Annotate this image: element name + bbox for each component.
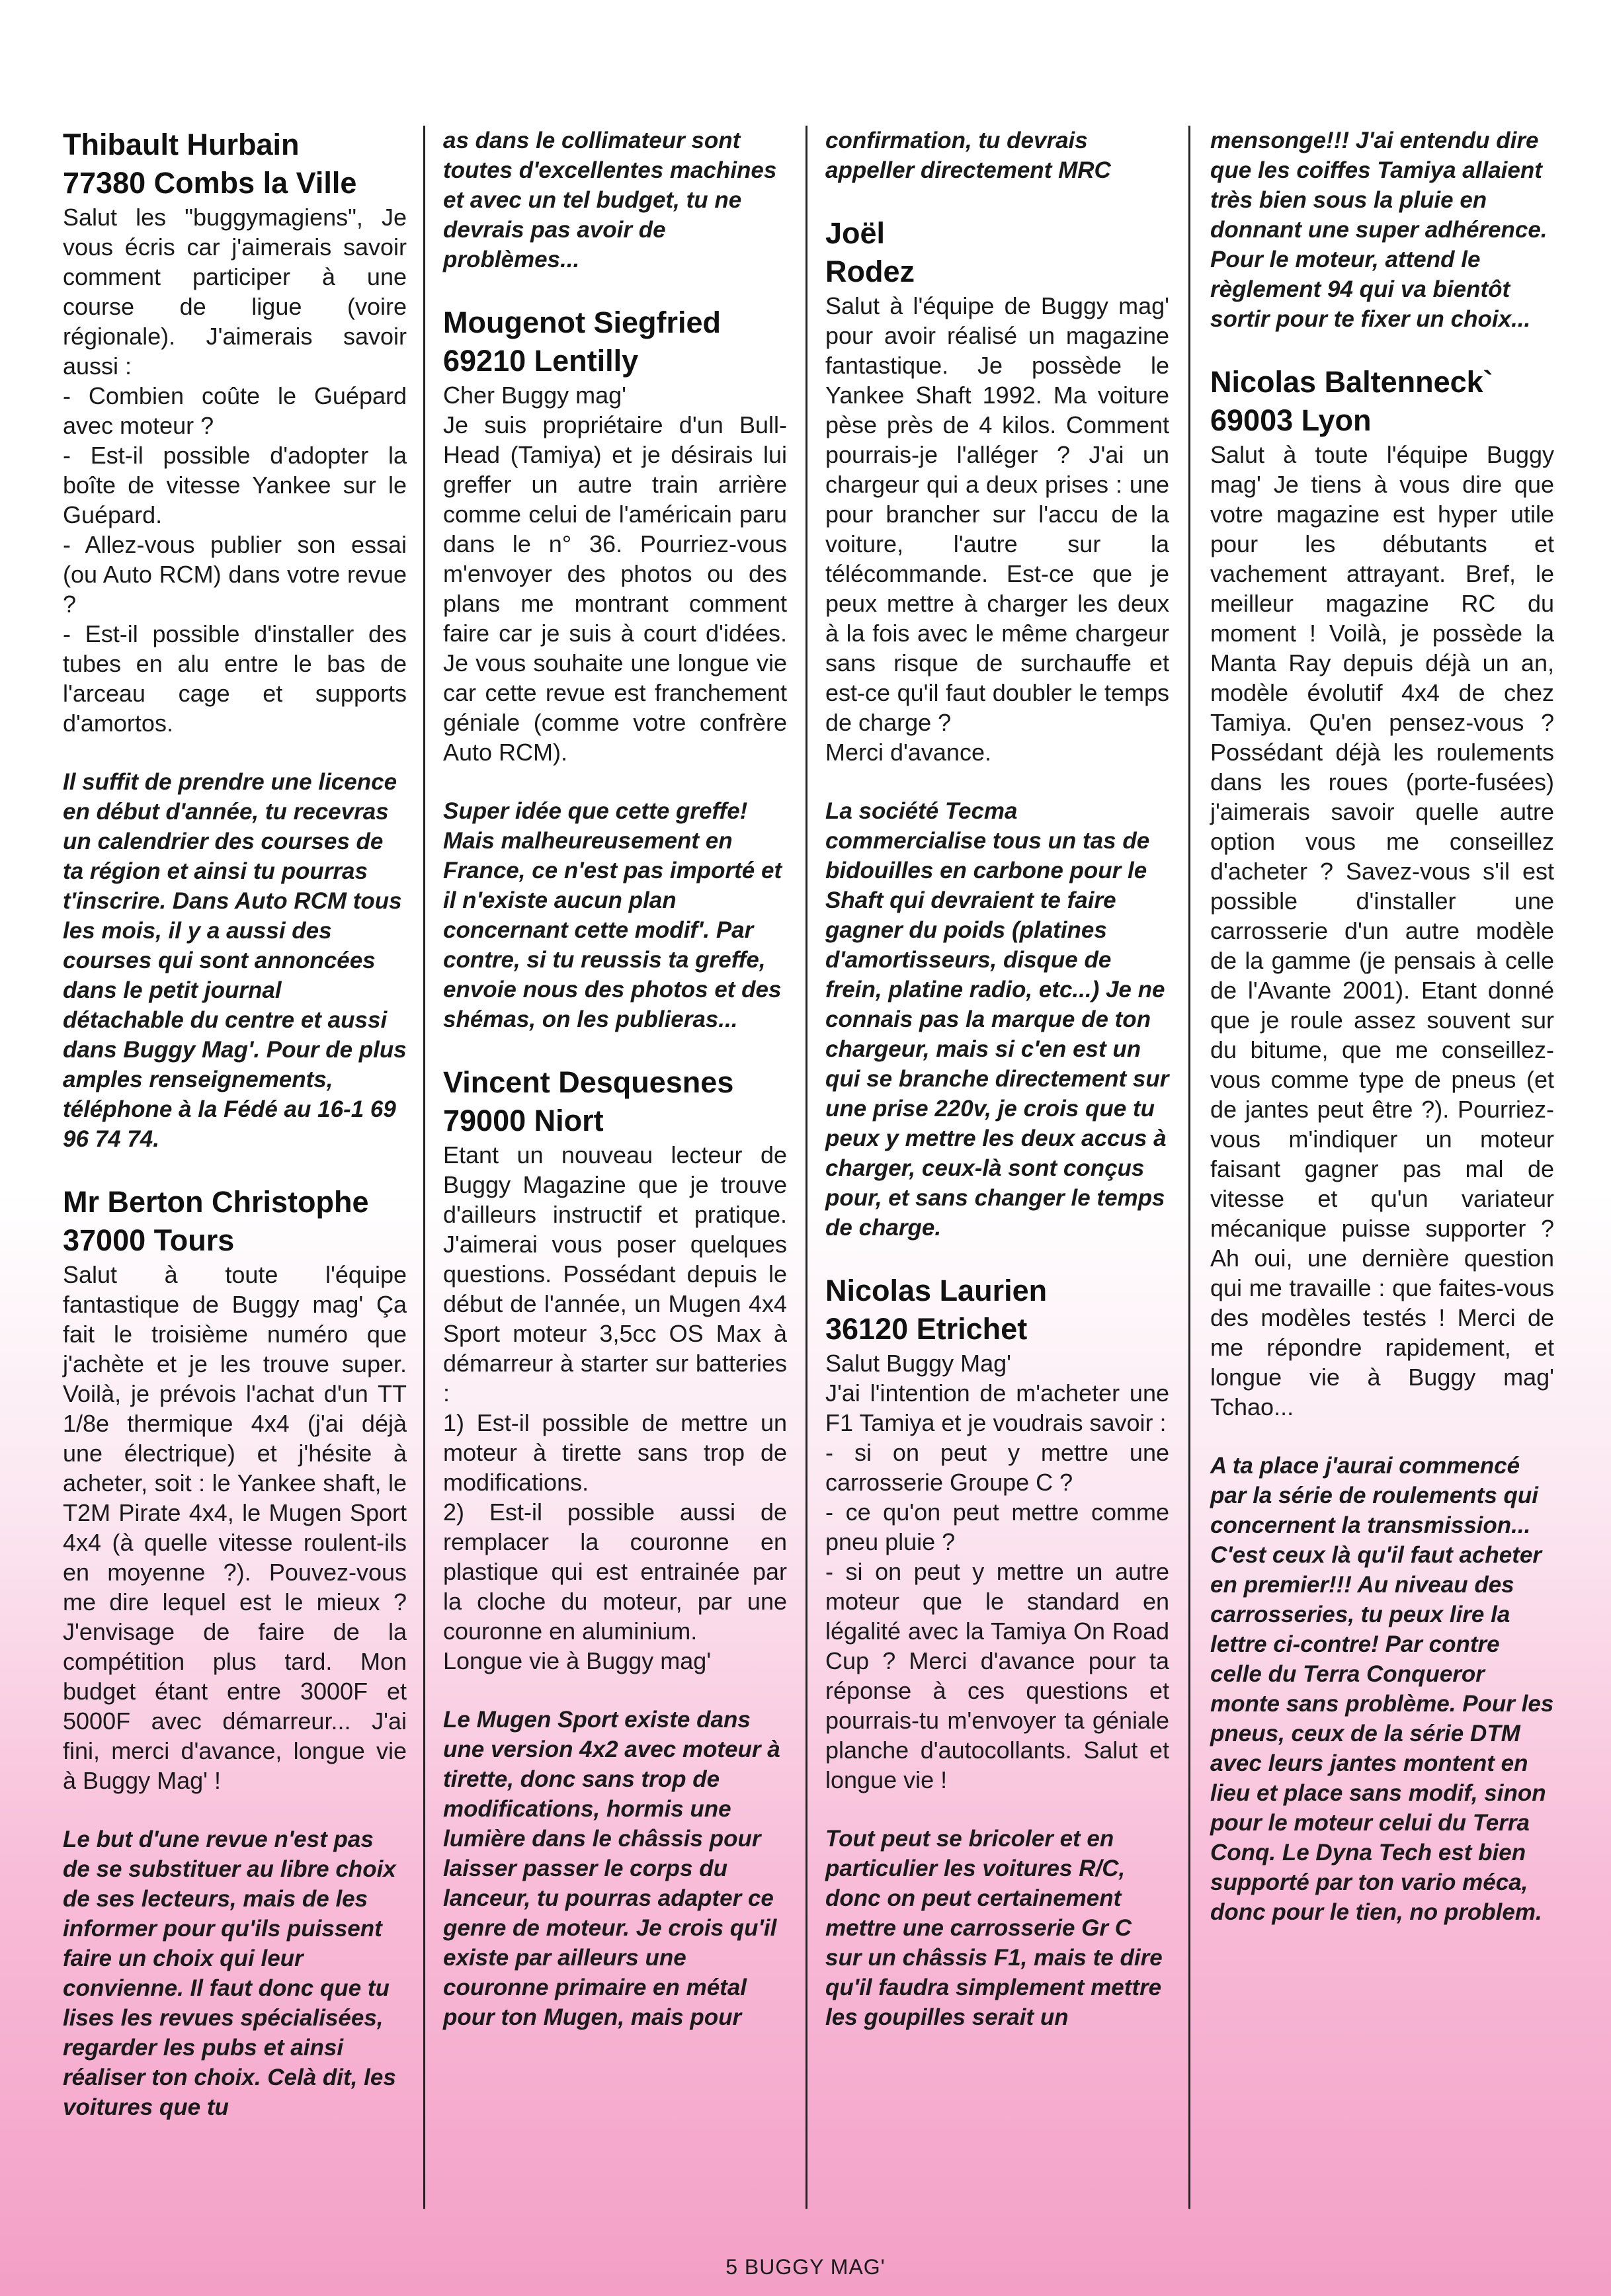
letter-paragraph: J'ai l'intention de m'acheter une F1 Tamiya et je voudrais savoir :: [825, 1379, 1169, 1436]
editor-reply: Tout peut se bricoler et en particulier les voitures R/C, donc on peut certainement mettre une carrosserie Gr C sur un châssis F1, mais te dire qu'il faudra simplement mettre les goupilles serait un: [825, 1826, 1163, 2030]
editor-reply: Super idée que cette greffe! Mais malheureusement en France, ce n'est pas importé et il n'existe aucun plan concernant cette modif'. Par contre, si tu reussis ta greffe, envoie nous des photos et des shémas, on les publieras...: [443, 798, 782, 1032]
column-rule: [806, 126, 807, 2209]
page-footer: 5 BUGGY MAG': [725, 2255, 886, 2279]
letter-paragraph: - Combien coûte le Guépard avec moteur ?: [63, 382, 407, 439]
reader-letter: [443, 1063, 787, 2032]
letter-author: Nicolas Laurien: [825, 1274, 1048, 1307]
reader-letter: [825, 214, 1169, 1243]
reader-letter: [443, 304, 787, 1034]
reader-letter: [63, 126, 407, 1154]
letter-body: [63, 1260, 407, 1795]
letter-location: Rodez: [825, 255, 915, 288]
letter-author: Thibault Hurbain: [63, 128, 300, 161]
letter-paragraph: Salut à toute l'équipe Buggy mag' Je tiens à vous dire que votre magazine est hyper utile pour les débutants et vachement attrayant. Bref, le meilleur magazine RC du moment ! Voilà, je possède la Manta Ray depuis déjà un an, modèle évolutif 4x4 de chez Tamiya. Qu'en pensez-vous ? Possédant déjà les roulements dans les roues (porte-fusées) j'aimerais savoir quelle autre option vous me conseillez d'acheter ? Savez-vous s'il est possible d'installer une carrosserie d'un autre modèle de la gamme (je pensais à celle de l'Avante 2001). Etant donné que je roule assez souvent sur du bitume, que me conseillez-vous comme type de pneus (et de jantes peut être ?). Pourriez-vous m'indiquer un moteur faisant gagner pas mal de vitesse et qu'un variateur mécanique puisse supporter ? Ah oui, une dernière question qui me travaille : que faites-vous des modèles testés ! Merci de me répondre rapidement, et longue vie à Buggy mag' Tchao...: [1210, 441, 1554, 1420]
letter-body: [63, 202, 407, 738]
column-rule: [1188, 126, 1190, 2209]
reader-letter: [1210, 363, 1554, 1927]
letter-paragraph: 1) Est-il possible de mettre un moteur à tirette sans trop de modifications.: [443, 1409, 787, 1496]
editor-reply-continued: confirmation, tu devrais appeller directement MRC: [825, 128, 1111, 183]
letter-paragraph: Etant un nouveau lecteur de Buggy Magazine que je trouve d'ailleurs instructif et pratique. J'aimerai vous poser quelques questions. Possédant depuis le début de l'année, un Mugen 4x4 Sport moteur 3,5cc OS Max à démarreur à starter sur batteries :: [443, 1141, 787, 1407]
column-2: [443, 126, 787, 2061]
editor-reply: A ta place j'aurai commencé par la série de roulements qui concernent la transmission... C'est ceux là qu'il faut acheter en premier!!! Au niveau des carrosseries, tu peux lire la lettre ci-contre! Par contre celle du Terra Conqueror monte sans problème. Pour les pneus, ceux de la série DTM avec leurs jantes montent en lieu et place sans modif, sinon pour le moteur celui du Terra Conq. Le Dyna Tech est bien supporté par ton vario méca, donc pour le tien, no problem.: [1210, 1453, 1554, 1925]
letter-location: 69003 Lyon: [1210, 403, 1372, 437]
letter-paragraph: - Est-il possible d'installer des tubes en alu entre le bas de l'arceau cage et supports d'amortos.: [63, 620, 407, 737]
letter-author: Nicolas Baltenneck`: [1210, 365, 1493, 399]
editor-reply: Le Mugen Sport existe dans une version 4x2 avec moteur à tirette, donc sans trop de modifications, hormis une lumière dans le châssis pour laisser passer le corps du lanceur, tu pourras adapter ce genre de moteur. Je crois qu'il existe par ailleurs une couronne primaire en métal pour ton Mugen, mais pour: [443, 1707, 780, 2030]
letter-location: 77380 Combs la Ville: [63, 166, 357, 200]
letter-author: Mougenot Siegfried: [443, 306, 721, 339]
letter-body: [1210, 440, 1554, 1422]
letter-paragraph: Cher Buggy mag': [443, 382, 627, 409]
editor-reply: Il suffit de prendre une licence en début d'année, tu recevras un calendrier des courses de ta région et ainsi tu pourras t'inscrire. Dans Auto RCM tous les mois, il y a aussi des courses qui sont annoncées dans le petit journal détachable du centre et aussi dans Buggy Mag'. Pour de plus amples renseignements, téléphone à la Fédé au 16-1 69 96 74 74.: [63, 769, 407, 1152]
letter-paragraph: - si on peut y mettre un autre moteur que le standard en légalité avec la Tamiya On Road Cup ? Merci d'avance pour ta réponse à ces questions et pourrais-tu m'envoyer ta géniale planche d'autocollants. Salut et longue vie !: [825, 1558, 1169, 1793]
letter-paragraph: Salut à toute l'équipe fantastique de Buggy mag' Ça fait le troisième numéro que j'achète et je les trouve super. Voilà, je prévois l'achat d'un TT 1/8e thermique 4x4 (j'ai déjà une électrique) et j'hésite à acheter, soit : le Yankee shaft, le T2M Pirate 4x4, le Mugen Sport 4x4 (à quelle vitesse roulent-ils en moyenne ?). Pouvez-vous me dire lequel est le mieux ? J'envisage de faire de la compétition plus tard. Mon budget étant entre 3000F et 5000F avec démarreur... J'ai fini, merci d'avance, longue vie à Buggy Mag' !: [63, 1261, 407, 1794]
column-4: [1210, 126, 1554, 1956]
editor-reply: Le but d'une revue n'est pas de se substituer au libre choix de ses lecteurs, mais de les informer pour qu'ils puissent faire un choix qui leur convienne. Il faut donc que tu lises les revues spécialisées, regarder les pubs et ainsi réaliser ton choix. Celà dit, les voitures que tu: [63, 1826, 396, 2120]
letter-paragraph: - si on peut y mettre une carrosserie Groupe C ?: [825, 1439, 1169, 1496]
letter-author: Vincent Desquesnes: [443, 1065, 734, 1099]
column-1: [63, 126, 407, 2151]
letter-location: 79000 Niort: [443, 1104, 604, 1137]
letter-location: 69210 Lentilly: [443, 344, 639, 378]
letter-location: 36120 Etrichet: [825, 1312, 1028, 1346]
letter-paragraph: - Allez-vous publier son essai (ou Auto RCM) dans votre revue ?: [63, 531, 407, 618]
letter-paragraph: - Est-il possible d'adopter la boîte de vitesse Yankee sur le Guépard.: [63, 442, 407, 528]
letter-paragraph: Salut les "buggymagiens", Je vous écris car j'aimerais savoir comment participer à une course de ligue (voire régionale). J'aimerais savoir aussi :: [63, 204, 407, 380]
letter-paragraph: 2) Est-il possible aussi de remplacer la couronne en plastique qui est entrainée par la cloche du moteur, par une couronne en aluminium.: [443, 1498, 787, 1645]
letter-paragraph: Merci d'avance.: [825, 739, 991, 766]
letter-body: [825, 291, 1169, 767]
letter-body: [825, 1348, 1169, 1795]
letter-paragraph: Longue vie à Buggy mag': [443, 1647, 712, 1674]
letter-paragraph: - ce qu'on peut mettre comme pneu pluie ?: [825, 1498, 1169, 1555]
reader-letter: [825, 1272, 1169, 2032]
letter-author: Mr Berton Christophe: [63, 1185, 369, 1219]
letter-body: [443, 380, 787, 767]
reader-letter: [63, 1183, 407, 2122]
editor-reply-continued: as dans le collimateur sont toutes d'excellentes machines et avec un tel budget, tu ne devrais pas avoir de problèmes...: [443, 128, 777, 272]
letter-paragraph: Salut à l'équipe de Buggy mag' pour avoir réalisé un magazine fantastique. Je possède le Yankee Shaft 1992. Ma voiture pèse près de 4 kilos. Comment pourrais-je l'alléger ? J'ai un chargeur qui a deux prises : une pour brancher sur l'accu de la voiture, l'autre sur la télécommande. Est-ce que je peux mettre à charger les deux à la fois avec le même chargeur sans risque de surchauffe et est-ce qu'il faut doubler le temps de charge ?: [825, 292, 1169, 736]
letter-author: Joël: [825, 216, 886, 250]
letter-paragraph: Je suis propriétaire d'un Bull-Head (Tamiya) et je désirais lui greffer un autre train arrière comme celui de l'américain paru dans le n° 36. Pourriez-vous m'envoyer des photos ou des plans me montrant comment faire car je suis à court d'idées. Je vous souhaite une longue vie car cette revue est franchement géniale (comme votre confrère Auto RCM).: [443, 411, 787, 766]
editor-reply-continued: mensonge!!! J'ai entendu dire que les coiffes Tamiya allaient très bien sous la pluie en donnant une super adhérence. Pour le moteur, attend le règlement 94 qui va bientôt sortir pour te fixer un choix...: [1210, 128, 1548, 332]
column-rule: [423, 126, 425, 2209]
letter-location: 37000 Tours: [63, 1223, 235, 1257]
column-3: [825, 126, 1169, 2061]
letter-paragraph: Salut Buggy Mag': [825, 1350, 1012, 1377]
letter-body: [443, 1140, 787, 1676]
editor-reply: La société Tecma commercialise tous un tas de bidouilles en carbone pour le Shaft qui devraient te faire gagner du poids (platines d'amortisseurs, disque de frein, platine radio, etc...) Je ne connais pas la marque de ton chargeur, mais si c'en est un qui se branche directement sur une prise 220v, je crois que tu peux y mettre les deux accus à charger, ceux-là sont conçus pour, et sans changer le temps de charge.: [825, 798, 1169, 1241]
